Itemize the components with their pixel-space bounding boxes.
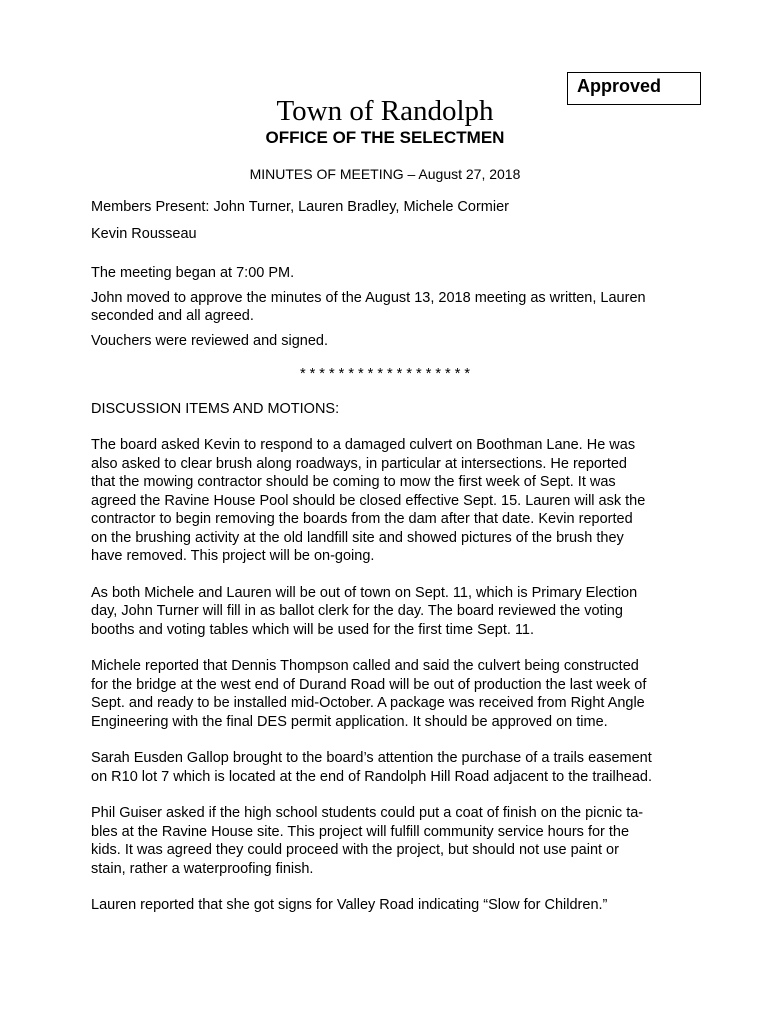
minutes-date-line: MINUTES OF MEETING – August 27, 2018 xyxy=(249,166,521,182)
paragraph-line: for the bridge at the west end of Durand Road will be out of production the last week of xyxy=(91,676,647,693)
discussion-paragraph xyxy=(91,896,691,915)
members-present xyxy=(91,198,691,243)
members-line-1: Members Present: John Turner, Lauren Bradley, Michele Cormier xyxy=(91,199,509,215)
approve-line-2: seconded and all agreed. xyxy=(91,308,254,324)
discussion-paragraph xyxy=(91,749,691,786)
paragraph-line: contractor to begin removing the boards from the dam after that date. Kevin reported xyxy=(91,511,633,527)
approved-stamp: Approved xyxy=(567,72,701,105)
meeting-began xyxy=(91,264,691,283)
discussion-paragraph xyxy=(91,584,691,640)
paragraph-line: Michele reported that Dennis Thompson called and said the culvert being constructed xyxy=(91,658,639,674)
paragraph-line: agreed the Ravine House Pool should be closed effective Sept. 15. Lauren will ask the xyxy=(91,492,646,509)
paragraph-line: have removed. This project will be on-going. xyxy=(91,548,375,564)
paragraph-line: on the brushing activity at the old landfill site and showed pictures of the brush they xyxy=(91,529,624,546)
paragraph-line: on R10 lot 7 which is located at the end of Randolph Hill Road adjacent to the trailhead. xyxy=(91,768,653,785)
discussion-paragraph xyxy=(91,804,691,878)
paragraph-line: Sarah Eusden Gallop brought to the board’s attention the purchase of a trails easement xyxy=(91,750,652,766)
minutes-body xyxy=(91,198,691,915)
discussion-paragraphs xyxy=(91,436,691,915)
discussion-paragraph xyxy=(91,436,691,566)
paragraph-line: Phil Guiser asked if the high school students could put a coat of finish on the picnic ta- xyxy=(91,805,644,821)
document-title: Town of Randolph xyxy=(276,95,494,127)
separator-stars: * * * * * * * * * * * * * * * * * * xyxy=(299,366,471,382)
section-heading xyxy=(91,400,691,419)
paragraph-line: Lauren reported that she got signs for Valley Road indicating “Slow for Children.” xyxy=(91,897,608,913)
paragraph-line: The board asked Kevin to respond to a damaged culvert on Boothman Lane. He was xyxy=(91,437,636,453)
paragraph-line: bles at the Ravine House site. This project will fulfill community service hours for the xyxy=(91,823,630,840)
discussion-paragraph xyxy=(91,657,691,731)
paragraph-line: day, John Turner will fill in as ballot clerk for the day. The board reviewed the voting xyxy=(91,603,623,619)
section-heading-text: DISCUSSION ITEMS AND MOTIONS: xyxy=(91,400,340,417)
paragraph-line: stain, rather a waterproofing finish. xyxy=(91,860,314,877)
paragraph-line: that the mowing contractor should be coming to mow the first week of Sept. It was xyxy=(91,474,616,490)
office-subtitle: OFFICE OF THE SELECTMEN xyxy=(265,128,505,147)
vouchers xyxy=(91,332,691,351)
meeting-began-text: The meeting began at 7:00 PM. xyxy=(91,265,295,281)
paragraph-line: kids. It was agreed they could proceed with the project, but should not use paint or xyxy=(91,842,619,858)
members-line-2: Kevin Rousseau xyxy=(91,225,197,242)
approve-minutes xyxy=(91,289,691,326)
paragraph-line: Sept. and ready to be installed mid-October. A package was received from Right Angle xyxy=(91,695,645,711)
paragraph-line: booths and voting tables which will be used for the first time Sept. 11. xyxy=(91,621,535,638)
paragraph-line: As both Michele and Lauren will be out of town on Sept. 11, which is Primary Election xyxy=(91,584,638,601)
paragraph-line: Engineering with the final DES permit application. It should be approved on time. xyxy=(91,713,608,730)
paragraph-line: also asked to clear brush along roadways, in particular at intersections. He reported xyxy=(91,455,627,472)
vouchers-text: Vouchers were reviewed and signed. xyxy=(91,332,328,349)
approve-line-1: John moved to approve the minutes of the August 13, 2018 meeting as written, Lauren xyxy=(91,289,646,306)
